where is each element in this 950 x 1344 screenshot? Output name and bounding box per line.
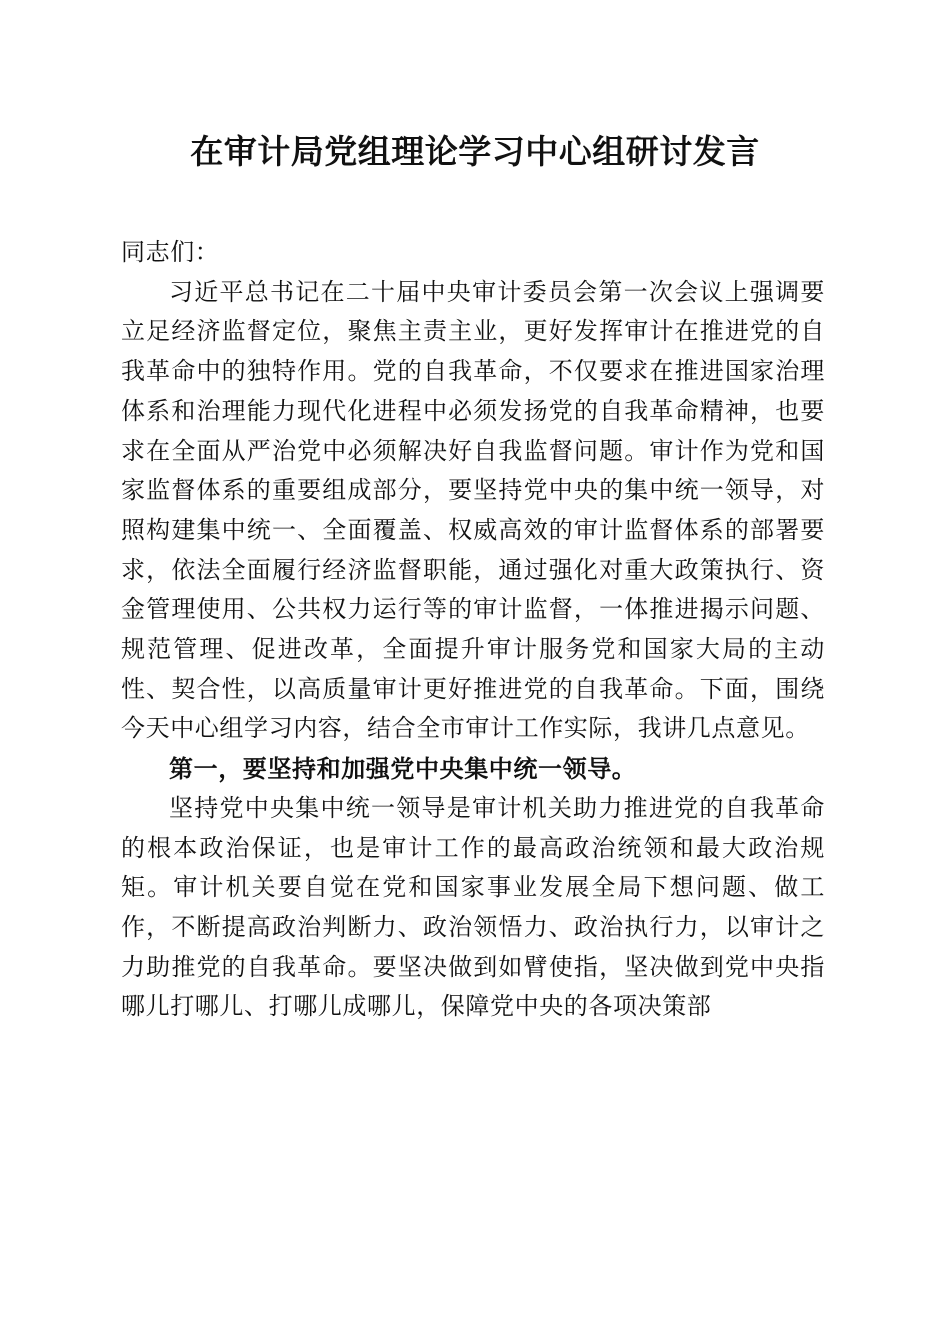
- intro-paragraph: 习近平总书记在二十届中央审计委员会第一次会议上强调要立足经济监督定位，聚焦主责主业，更好发挥审计在推进党的自我革命中的独特作用。党的自我革命，不仅要求在推进国家治理体系和治理能力现代化进程中必须发扬党的自我革命精神，也要求在全面从严治党中必须解决好自我监督问题。审计作为党和国家监督体系的重要组成部分，要坚持党中央的集中统一领导，对照构建集中统一、全面覆盖、权威高效的审计监督体系的部署要求，依法全面履行经济监督职能，通过强化对重大政策执行、资金管理使用、公共权力运行等的审计监督，一体推进揭示问题、规范管理、促进改革，全面提升审计服务党和国家大局的主动性、契合性，以高质量审计更好推进党的自我革命。下面，围绕今天中心组学习内容，结合全市审计工作实际，我讲几点意见。: [121, 277, 825, 743]
- document-body: [121, 233, 825, 1027]
- salutation: 同志们：: [121, 238, 220, 266]
- section-paragraph: 坚持党中央集中统一领导是审计机关助力推进党的自我革命的根本政治保证，也是审计工作的最高政治统领和最大政治规矩。审计机关要自觉在党和国家事业发展全局下想问题、做工作，不断提高政治判断力、政治领悟力、政治执行力，以审计之力助推党的自我革命。要坚决做到如臂使指，坚决做到党中央指哪儿打哪儿、打哪儿成哪儿，保障党中央的各项决策部: [121, 793, 825, 1021]
- section-heading-first: 第一，要坚持和加强党中央集中统一领导。: [169, 754, 637, 784]
- document-title: 在审计局党组理论学习中心组研讨发言: [190, 132, 760, 171]
